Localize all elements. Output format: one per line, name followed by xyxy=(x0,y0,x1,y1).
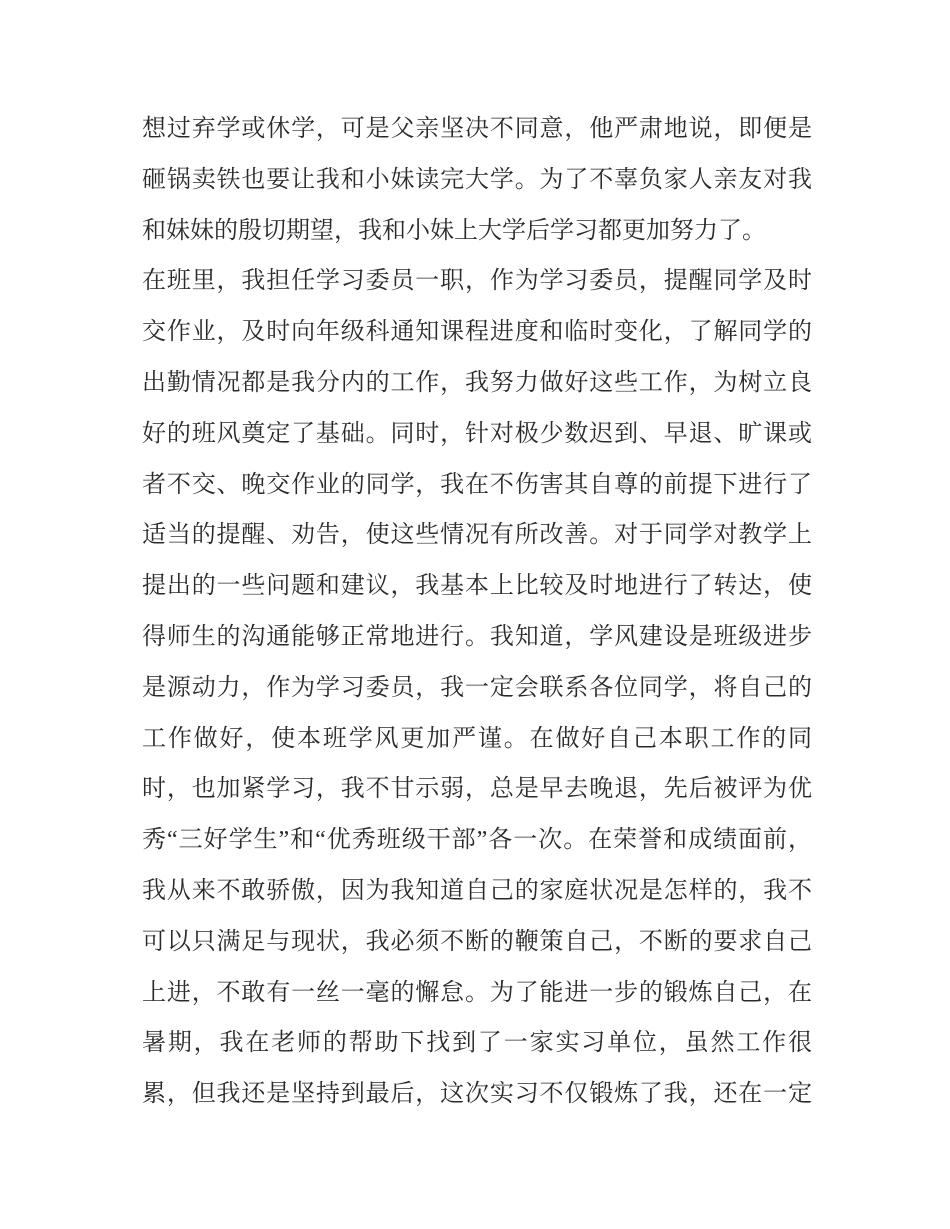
text-line: 适当的提醒、劝告，使这些情况有所改善。对于同学对教学上 xyxy=(142,522,812,549)
text-line: 暑期，我在老师的帮助下找到了一家实习单位，虽然工作很 xyxy=(142,1030,812,1057)
text-line: 出勤情况都是我分内的工作，我努力做好这些工作，为树立良 xyxy=(142,369,812,396)
text-line: 想过弃学或休学，可是父亲坚决不同意，他严肃地说，即便是 xyxy=(142,116,812,142)
text-line: 交作业，及时向年级科通知课程进度和临时变化，了解同学的 xyxy=(142,319,812,346)
text-line: 砸锅卖铁也要让我和小妹读完大学。为了不辜负家人亲友对我 xyxy=(142,166,812,193)
text-line: 上进，不敢有一丝一毫的懈怠。为了能进一步的锻炼自己，在 xyxy=(142,979,812,1006)
document-text xyxy=(142,104,812,1120)
text-line: 时，也加紧学习，我不甘示弱，总是早去晚退，先后被评为优 xyxy=(142,776,812,803)
text-line: 可以只满足与现状，我必须不断的鞭策自己，不断的要求自己 xyxy=(142,928,812,955)
text-line: 秀“三好学生”和“优秀班级干部”各一次。在荣誉和成绩面前， xyxy=(142,827,812,854)
text-line: 我从来不敢骄傲，因为我知道自己的家庭状况是怎样的，我不 xyxy=(142,877,812,904)
text-line: 提出的一些问题和建议，我基本上比较及时地进行了转达，使 xyxy=(142,573,812,600)
text-line: 工作做好，使本班学风更加严谨。在做好自己本职工作的同 xyxy=(142,725,812,752)
text-line: 和妹妹的殷切期望，我和小妹上大学后学习都更加努力了。 xyxy=(142,217,766,244)
text-line: 好的班风奠定了基础。同时，针对极少数迟到、早退、旷课或 xyxy=(142,420,812,447)
text-line: 得师生的沟通能够正常地进行。我知道，学风建设是班级进步 xyxy=(142,623,812,650)
text-line: 在班里，我担任学习委员一职，作为学习委员，提醒同学及时 xyxy=(142,268,812,295)
text-line: 是源动力，作为学习委员，我一定会联系各位同学，将自己的 xyxy=(142,674,812,701)
text-line: 累，但我还是坚持到最后，这次实习不仅锻炼了我，还在一定 xyxy=(142,1081,812,1108)
text-line: 者不交、晚交作业的同学，我在不伤害其自尊的前提下进行了 xyxy=(142,471,812,498)
